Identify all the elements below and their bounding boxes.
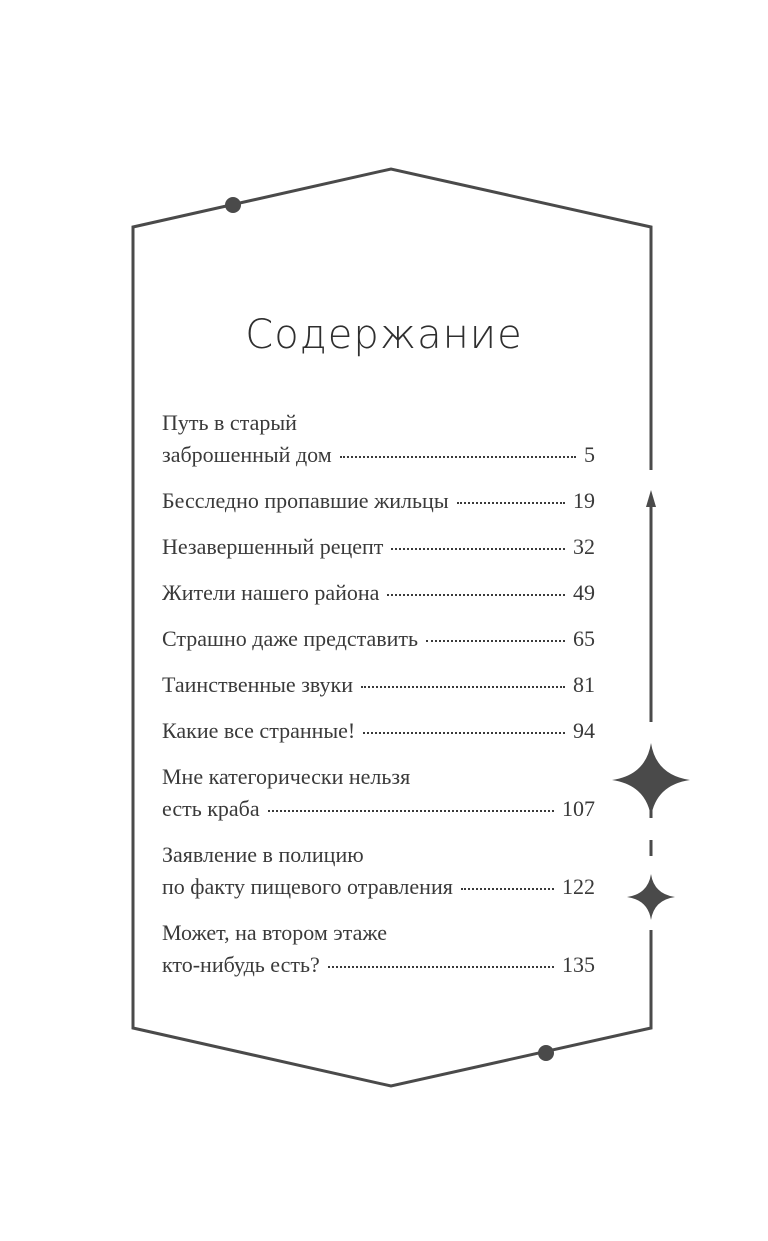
toc-entry: [162, 715, 595, 747]
four-point-star-icon: [612, 743, 690, 817]
toc-entry-line: [162, 871, 595, 903]
toc-entry-title: Заявление в полицию: [162, 842, 364, 867]
toc-entry-line: [162, 839, 595, 871]
toc-entry-title: Может, на втором этаже: [162, 920, 388, 945]
toc-entry: [162, 485, 595, 517]
toc-entry: [162, 623, 595, 655]
toc-page-number: 19: [573, 488, 595, 513]
dot-leader: [361, 686, 565, 688]
toc-entry: [162, 407, 595, 471]
toc-page-number: 5: [584, 442, 595, 467]
dot-leader: [268, 810, 554, 812]
toc-entry-title: Незавершенный рецепт: [162, 534, 384, 559]
toc-page-number: 107: [562, 796, 595, 821]
dot-leader: [363, 732, 565, 734]
toc-entry-line: [162, 485, 595, 517]
toc-entry-title: заброшенный дом: [162, 442, 332, 467]
toc-entry-line: [162, 917, 595, 949]
dot-leader: [426, 640, 565, 642]
toc-entry-title: Страшно даже представить: [162, 626, 419, 651]
toc-entry-line: [162, 531, 595, 563]
toc-entry-line: [162, 577, 595, 609]
toc-page-number: 65: [573, 626, 595, 651]
toc-entry-line: [162, 439, 595, 471]
toc-entry-line: [162, 793, 595, 825]
toc-page-number: 81: [573, 672, 595, 697]
dot-ornament-bottom: [538, 1045, 554, 1061]
toc-entry-title: Бесследно пропавшие жильцы: [162, 488, 449, 513]
toc-entry: [162, 761, 595, 825]
toc-entry-line: [162, 623, 595, 655]
toc-entry-line: [162, 715, 595, 747]
dot-ornament-top: [225, 197, 241, 213]
dot-leader: [340, 456, 576, 458]
toc-page-number: 94: [573, 718, 595, 743]
toc-entry-line: [162, 407, 595, 439]
toc-entry: [162, 577, 595, 609]
toc-entry-title: Какие все странные!: [162, 718, 356, 743]
toc-page-number: 135: [562, 952, 595, 977]
page-title: Содержание: [245, 312, 523, 358]
toc-entry-title: есть краба: [162, 796, 260, 821]
toc-entry-title: Таинственные звуки: [162, 672, 353, 697]
dot-leader: [461, 888, 554, 890]
dot-leader: [387, 594, 565, 596]
toc-entry-title: Путь в старый: [162, 410, 297, 435]
toc-entry: [162, 531, 595, 563]
toc-entry-title: по факту пищевого отравления: [162, 874, 453, 899]
toc-entry: [162, 669, 595, 701]
toc-page-number: 49: [573, 580, 595, 605]
toc-entry-line: [162, 669, 595, 701]
toc-entry: [162, 917, 595, 981]
toc-entry-title: Жители нашего района: [162, 580, 380, 605]
toc-page-number: 32: [573, 534, 595, 559]
toc-entry-line: [162, 949, 595, 981]
toc-entry-title: Мне категорически нельзя: [162, 764, 411, 789]
arrow-up-icon: [646, 490, 656, 507]
toc-page-number: 122: [562, 874, 595, 899]
table-of-contents: [162, 407, 595, 995]
dot-leader: [328, 966, 554, 968]
dot-leader: [457, 502, 565, 504]
dot-leader: [391, 548, 565, 550]
toc-entry-line: [162, 761, 595, 793]
toc-entry-title: кто-нибудь есть?: [162, 952, 320, 977]
toc-entry: [162, 839, 595, 903]
four-point-star-icon-small: [627, 874, 675, 920]
